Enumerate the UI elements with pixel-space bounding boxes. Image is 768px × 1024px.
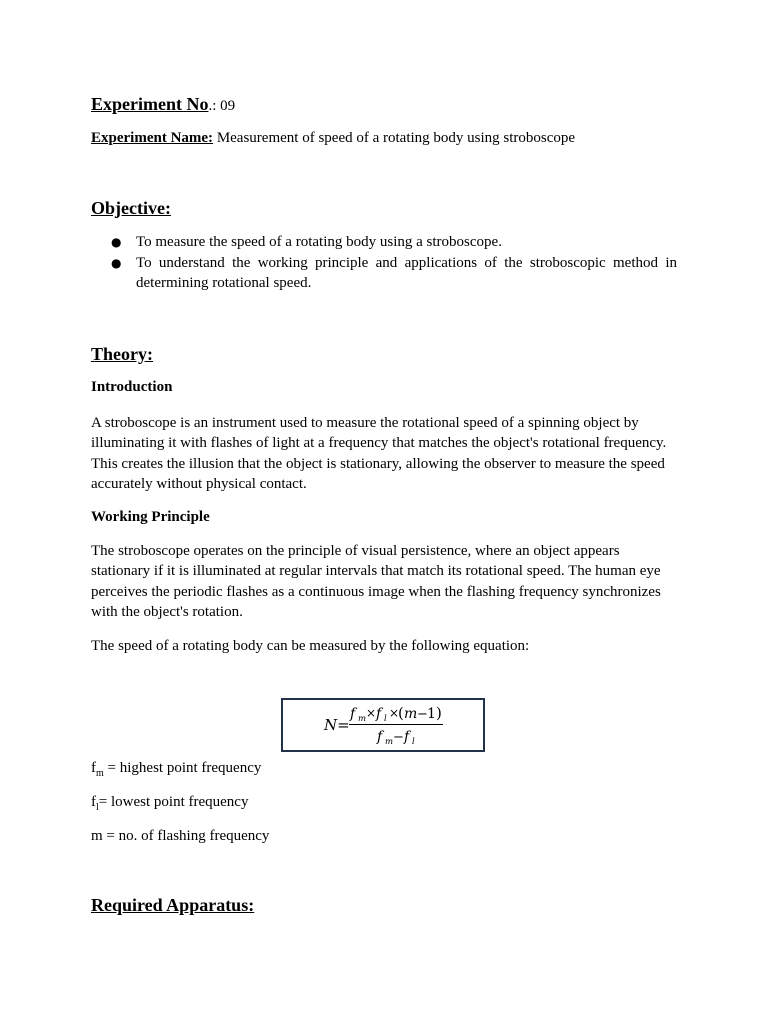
num-paren-close: ) [436, 704, 442, 722]
theory-heading: Theory: [91, 344, 153, 364]
den-f1-sub: m [385, 737, 394, 747]
num-paren-open: ( [398, 704, 404, 722]
definition-fm [91, 760, 261, 779]
experiment-number-value: 09 [220, 98, 236, 114]
num-one: 1 [427, 706, 436, 722]
introduction-heading: Introduction [91, 379, 173, 395]
objective-item-text: To understand the working principle and applications of the stroboscopic method in determining rotational speed. [136, 254, 677, 291]
num-f1-sub: m [358, 714, 367, 724]
formula-box [281, 698, 485, 752]
bullet-icon: ● [111, 235, 122, 249]
num-f2-sub: l [384, 714, 387, 724]
definition-text: = lowest point frequency [98, 794, 249, 810]
experiment-name-value: Measurement of speed of a rotating body using stroboscope [213, 130, 576, 146]
working-principle-paragraph: The stroboscope operates on the principle of visual persistence, where an object appears stationary if it is illuminated at regular intervals that match its rotational speed. The human eye perceives the periodic flashes as a continuous image when the flashing frequency synchronizes with the object's rotation. [91, 543, 661, 620]
definition-text: m = no. of flashing frequency [91, 828, 270, 844]
equation-intro: The speed of a rotating body can be measured by the following equation: [91, 638, 530, 654]
num-f1: f [350, 706, 356, 722]
definition-subscript: l [96, 802, 99, 813]
num-m: m [404, 706, 418, 722]
bullet-icon: ● [111, 255, 122, 270]
objective-list [91, 232, 677, 294]
definition-text: = highest point frequency [103, 760, 262, 776]
list-item [91, 253, 677, 294]
objective-heading: Objective: [91, 198, 171, 218]
definition-subscript: m [96, 768, 104, 779]
definition-m [91, 828, 269, 845]
den-f2: f [404, 729, 410, 745]
formula-svg [283, 700, 487, 754]
num-times-1: × [366, 706, 377, 720]
definition-symbol: f [91, 794, 96, 810]
definition-symbol: f [91, 760, 96, 776]
list-item [91, 232, 677, 253]
required-apparatus-heading: Required Apparatus: [91, 895, 255, 915]
introduction-paragraph: A stroboscope is an instrument used to measure the rotational speed of a spinning object by illuminating it with flashes of light at a frequency that matches the object's rotational frequency. This creates the illusion that the object is stationary, allowing the observer to measure the speed accurately without physical contact. [91, 415, 667, 492]
num-f2: f [376, 706, 382, 722]
num-times-2: × [389, 706, 400, 720]
experiment-name-label: Experiment Name: [91, 130, 214, 146]
den-f1: f [377, 729, 383, 745]
objective-item-text: To measure the speed of a rotating body using a stroboscope. [136, 234, 502, 250]
formula-lhs: N= [324, 716, 350, 734]
working-principle-heading: Working Principle [91, 509, 210, 525]
experiment-name [91, 130, 575, 147]
definition-fl [91, 794, 248, 813]
experiment-number [91, 94, 235, 115]
experiment-number-label: Experiment No [91, 94, 209, 114]
num-minus: − [417, 707, 428, 722]
den-f2-sub: l [412, 737, 415, 747]
experiment-number-separator: .: [208, 98, 221, 114]
den-minus: − [393, 730, 404, 745]
